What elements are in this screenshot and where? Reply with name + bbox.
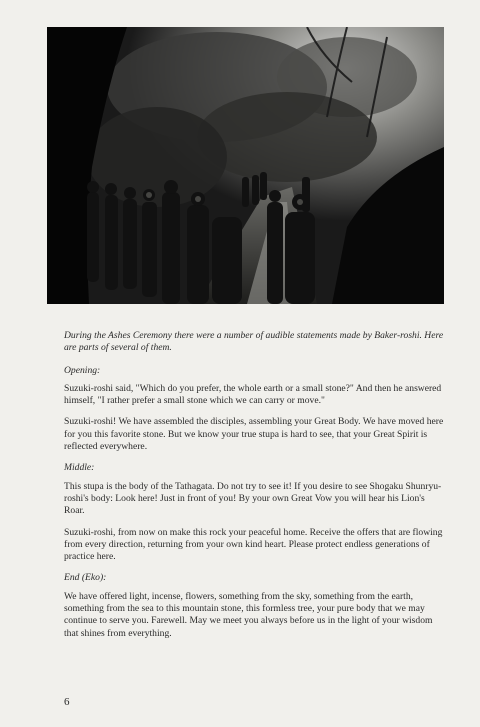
paragraph: We have offered light, incense, flowers, something from the sky, something from the earth, something from the sea to this mountain stone, this formless tree, your pure body that we may continue to serve you. Farewell. May we meet you always before us in the light of your wisdom that shines from everything. — [64, 590, 433, 639]
page-number: 6 — [64, 696, 70, 708]
ceremony-photo — [47, 27, 444, 304]
section-heading-end: End (Eko): — [64, 572, 107, 584]
photo-illustration — [47, 27, 444, 304]
paragraph: Suzuki-roshi said, "Which do you prefer, the whole earth or a small stone?" And then he answered himself, "I rather prefer a small stone which we can carry or move." — [64, 382, 442, 407]
section-heading-middle: Middle: — [64, 462, 95, 474]
photo-caption: During the Ashes Ceremony there were a number of audible statements made by Baker-roshi. Here are parts of several of them. — [64, 330, 444, 354]
paragraph: Suzuki-roshi, from now on make this rock your peaceful home. Receive the offers that are flowing from every direction, returning from your own kind heart. Please protect endless generations of practice here. — [64, 526, 443, 563]
section-heading-opening: Opening: — [64, 364, 101, 376]
paragraph: This stupa is the body of the Tathagata. Do not try to see it! If you desire to see Shogaku Shunryu-roshi's body: Look here! Just in front of you! By your own Great Vow you will hear his Lion's Roar. — [64, 480, 442, 517]
paragraph: Suzuki-roshi! We have assembled the disciples, assembling your Great Body. We have moved here for you this favorite stone. But we know your true stupa is hard to see, that your Great Spirit is reflected everywhere. — [64, 416, 444, 453]
body-text — [64, 330, 446, 649]
